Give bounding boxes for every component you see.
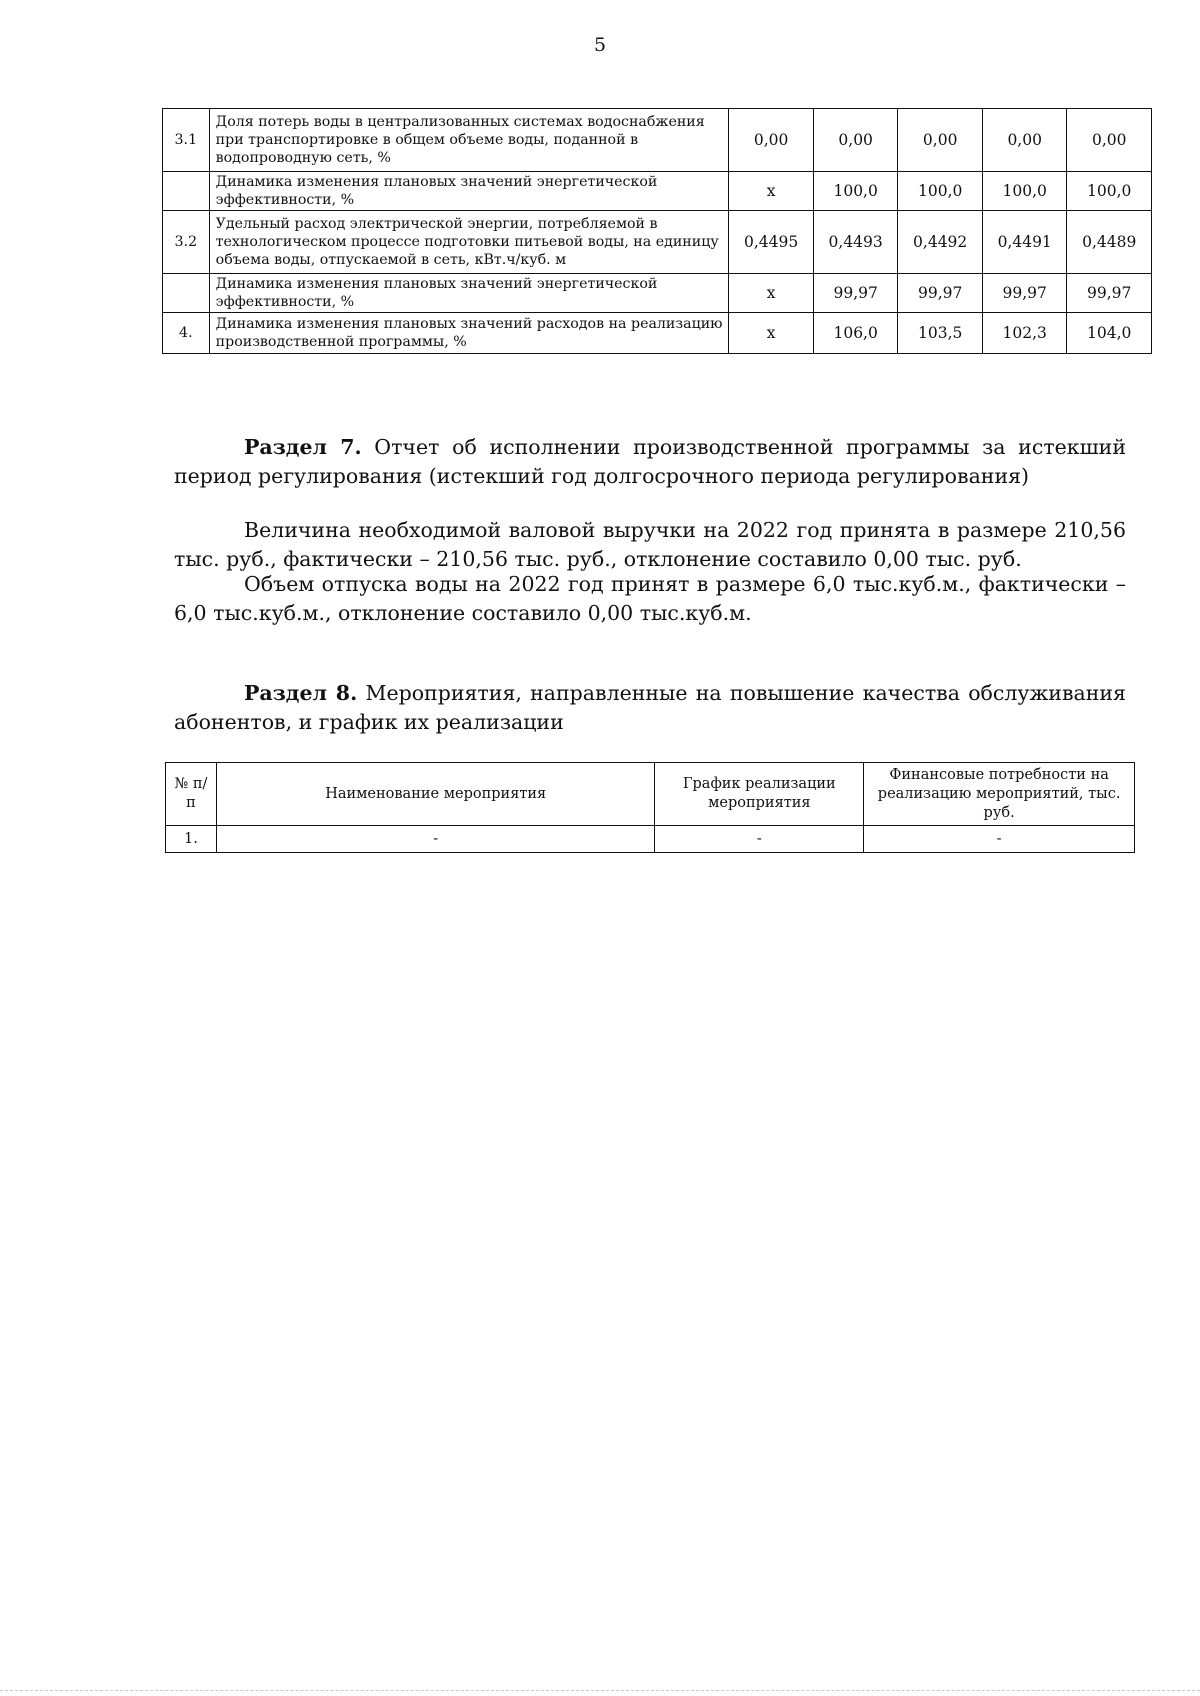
section-8-label: Раздел 8. xyxy=(244,681,358,705)
section-7-heading xyxy=(174,433,1126,491)
row-value: 99,97 xyxy=(1067,274,1152,313)
row-number xyxy=(163,172,210,211)
row-value: 0,4492 xyxy=(898,211,983,274)
row-description: Динамика изменения плановых значений энергетической эффективности, % xyxy=(209,274,729,313)
table-header-row xyxy=(166,763,1135,826)
table-row xyxy=(163,211,1152,274)
scan-edge-divider xyxy=(0,1690,1200,1691)
row-number: 3.1 xyxy=(163,109,210,172)
section-7-label: Раздел 7. xyxy=(244,435,362,459)
cell-number: 1. xyxy=(166,826,217,853)
row-value: 100,0 xyxy=(898,172,983,211)
indicators-table xyxy=(162,108,1152,354)
table-row xyxy=(166,826,1135,853)
cell-measure-name: - xyxy=(216,826,654,853)
row-value: 0,00 xyxy=(813,109,898,172)
row-value: 100,0 xyxy=(1067,172,1152,211)
row-value: 99,97 xyxy=(982,274,1067,313)
row-value: x xyxy=(729,313,814,354)
row-number xyxy=(163,274,210,313)
row-number: 3.2 xyxy=(163,211,210,274)
row-number: 4. xyxy=(163,313,210,354)
revenue-text: Величина необходимой валовой выручки на 2022 год принята в размере 210,56 тыс. руб., фактически – 210,56 тыс. руб., отклонение составило 0,00 тыс. руб. xyxy=(174,518,1126,571)
row-value: 0,4493 xyxy=(813,211,898,274)
page-number: 5 xyxy=(593,34,607,56)
table-row xyxy=(163,274,1152,313)
header-measure-name: Наименование мероприятия xyxy=(216,763,654,826)
row-value: 102,3 xyxy=(982,313,1067,354)
row-description: Динамика изменения плановых значений энергетической эффективности, % xyxy=(209,172,729,211)
row-description: Доля потерь воды в централизованных системах водоснабжения при транспортировке в общем объеме воды, поданной в водопроводную сеть, % xyxy=(209,109,729,172)
water-volume-paragraph xyxy=(174,570,1126,628)
row-description: Динамика изменения плановых значений расходов на реализацию производственной программы, % xyxy=(209,313,729,354)
section-8-heading xyxy=(174,679,1126,737)
row-value: 0,4491 xyxy=(982,211,1067,274)
row-value: 106,0 xyxy=(813,313,898,354)
row-value: x xyxy=(729,274,814,313)
row-value: 0,00 xyxy=(729,109,814,172)
row-value: 0,00 xyxy=(1067,109,1152,172)
table-row xyxy=(163,109,1152,172)
row-value: 0,00 xyxy=(982,109,1067,172)
row-value: 103,5 xyxy=(898,313,983,354)
header-number: № п/п xyxy=(166,763,217,826)
measures-table xyxy=(165,762,1135,853)
row-value: 100,0 xyxy=(982,172,1067,211)
revenue-paragraph xyxy=(174,516,1126,574)
water-volume-text: Объем отпуска воды на 2022 год принят в размере 6,0 тыс.куб.м., фактически – 6,0 тыс.куб.м., отклонение составило 0,00 тыс.куб.м. xyxy=(174,572,1126,625)
row-value: 99,97 xyxy=(813,274,898,313)
row-value: 0,00 xyxy=(898,109,983,172)
row-value: 100,0 xyxy=(813,172,898,211)
row-value: 0,4495 xyxy=(729,211,814,274)
section-8-title: Мероприятия, направленные на повышение качества обслуживания абонентов, и график их реализации xyxy=(174,681,1126,734)
table-row xyxy=(163,313,1152,354)
table-row xyxy=(163,172,1152,211)
header-financial-needs: Финансовые потребности на реализацию мероприятий, тыс. руб. xyxy=(864,763,1135,826)
cell-schedule: - xyxy=(655,826,864,853)
header-schedule: График реализации мероприятия xyxy=(655,763,864,826)
row-value: 104,0 xyxy=(1067,313,1152,354)
cell-financial-needs: - xyxy=(864,826,1135,853)
row-description: Удельный расход электрической энергии, потребляемой в технологическом процессе подготовки питьевой воды, на единицу объема воды, отпускаемой в сеть, кВт.ч/куб. м xyxy=(209,211,729,274)
section-7-title: Отчет об исполнении производственной программы за истекший период регулирования (истекший год долгосрочного периода регулирования) xyxy=(174,435,1126,488)
row-value: 99,97 xyxy=(898,274,983,313)
row-value: 0,4489 xyxy=(1067,211,1152,274)
row-value: x xyxy=(729,172,814,211)
